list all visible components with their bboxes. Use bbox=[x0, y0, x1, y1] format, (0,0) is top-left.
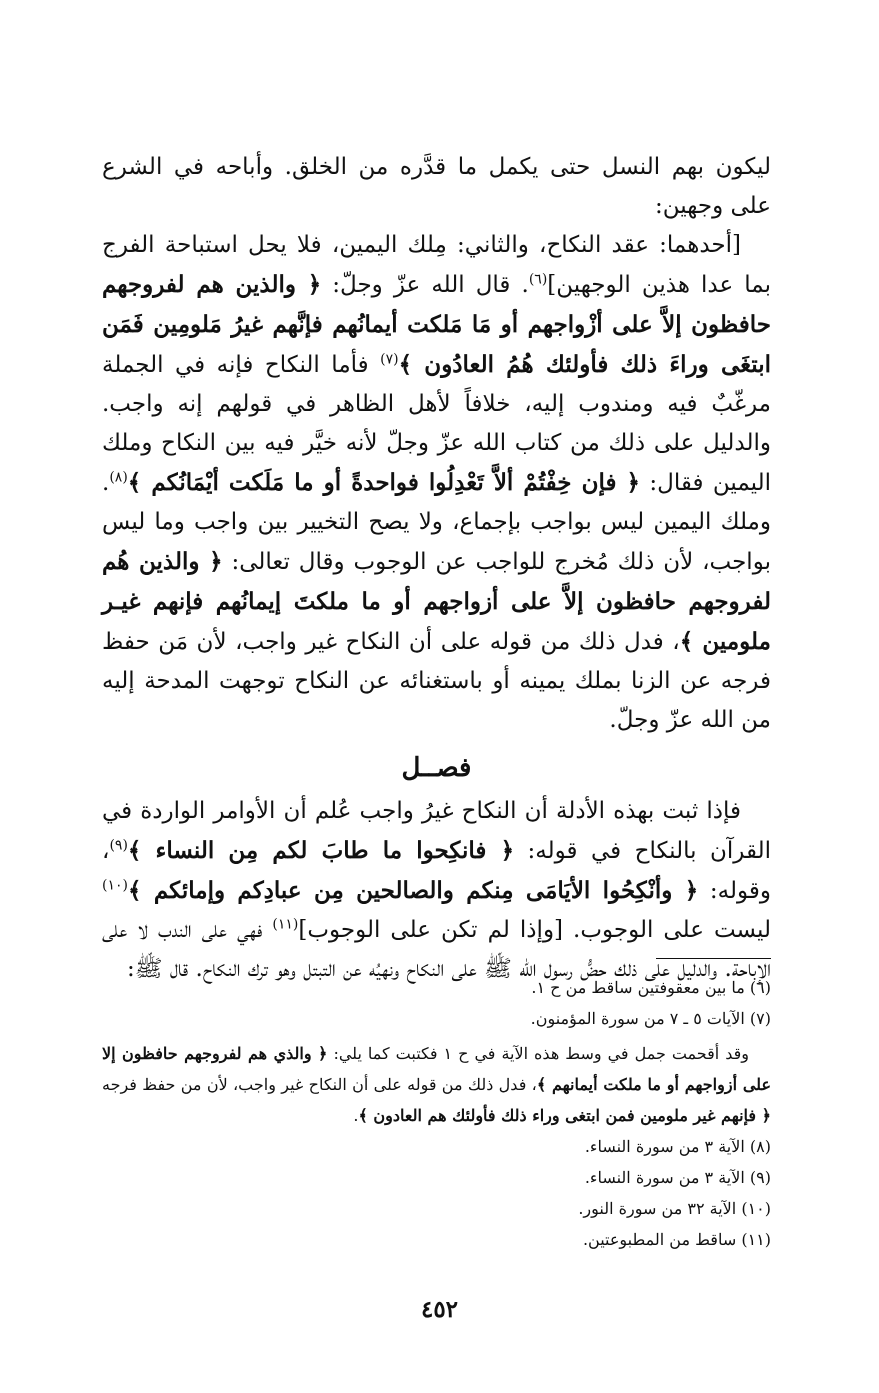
paragraph-1 bbox=[102, 148, 771, 226]
text-run: [أحدهما: عقد النكاح، والثاني: مِلك اليمين، فلا يحل استباحة الفرج بما عدا هذين الوجهين] bbox=[102, 232, 771, 298]
text-run: ، فدل ذلك من قوله على أن النكاح غير واجب، لأن من حفظ فرجه bbox=[102, 1075, 537, 1094]
footnote-ref-11[interactable]: (١١) bbox=[272, 916, 299, 933]
text-run: فإذا ثبت بهذه الأدلة أن النكاح غيرُ واجب عُلم أن الأوامر الواردة في القرآن بالنكاح في قوله: bbox=[102, 798, 772, 864]
text-run: . bbox=[353, 1106, 359, 1125]
text-run: فهي على الندب لا على الإباحة. والدليل على ذلك حضُّ رسول الله ﷺ على النكاح ونهيُه عن التبتل وهو ترك النكاح. قال ﷺ: bbox=[102, 917, 771, 982]
footnote-ref-9[interactable]: (٩) bbox=[109, 837, 128, 854]
quran-verse: ﴿ والذي هم لفروجهم حافظون إلا على أزواجهم أو ما ملكت أيمانهم ﴾ bbox=[102, 1044, 772, 1094]
footnote-7-detail bbox=[102, 1038, 771, 1131]
quran-verse: ﴿ فانكِحوا ما طابَ لكم مِن النساء ﴾ bbox=[127, 837, 515, 864]
footnote-ref-8[interactable]: (٨) bbox=[109, 469, 128, 486]
text-run: . قال الله عزّ وجلّ: bbox=[321, 272, 529, 298]
paragraph-3 bbox=[102, 792, 771, 989]
paragraph-2 bbox=[102, 226, 771, 740]
section-heading: فصــل bbox=[401, 753, 472, 783]
main-text bbox=[102, 148, 771, 989]
page-number: ٤٥٢ bbox=[420, 1296, 459, 1323]
footnote-8: (٨) الآية ٣ من سورة النساء. bbox=[584, 1137, 771, 1156]
text-run: ، فدل ذلك من قوله على أن النكاح غير واجب، لأن مَن حفظ فرجه عن الزنا بملك يمينه أو باستغنائه عن النكاح توجهت المدحة إليه من الله عزّ وجلّ. bbox=[102, 629, 771, 733]
footnote-ref-7[interactable]: (٧) bbox=[380, 351, 399, 368]
quran-verse: ﴿ فإنهم غير ملومين فمن ابتغى وراء ذلك فأولئك هم العادون ﴾ bbox=[358, 1106, 771, 1125]
quran-verse: ﴿ والذين هُم لفروجهم حافظون إلاَّ على أزواجهم أو ما ملكتَ إيمانُهم فإنهم غيـر ملومين ﴾ bbox=[102, 548, 771, 655]
footnote-9: (٩) الآية ٣ من سورة النساء. bbox=[584, 1168, 771, 1187]
text-run: وقد أقحمت جمل في وسط هذه الآية في ح ١ فكتبت كما يلي: bbox=[327, 1044, 750, 1063]
footnote-ref-10[interactable]: (١٠) bbox=[102, 877, 128, 894]
quran-verse: ﴿ فإن خِفْتُمْ ألاَّ تَعْدِلُوا فواحدةً أو ما مَلَكت أيْمَانُكم ﴾ bbox=[127, 469, 641, 496]
footnote-divider bbox=[656, 958, 771, 959]
footnotes bbox=[102, 972, 771, 1255]
quran-verse: ﴿ وأنْكِحُوا الأيَامَى مِنكم والصالحين مِن عبادِكم وإمائكم ﴾ bbox=[127, 877, 699, 904]
footnote-10: (١٠) الآية ٣٢ من سورة النور. bbox=[578, 1199, 771, 1218]
footnote-11: (١١) ساقط من المطبوعتين. bbox=[582, 1230, 771, 1249]
text-run: ليست على الوجوب. [وإذا لم تكن على الوجوب] bbox=[298, 917, 771, 943]
footnote-6: (٦) ما بين معقوفتين ساقط من ح ١. bbox=[531, 978, 771, 997]
footnote-ref-6[interactable]: (٦) bbox=[528, 271, 548, 288]
text-run: ليكون بهم النسل حتى يكمل ما قدَّره من الخلق. وأباحه في الشرع على وجهين: bbox=[102, 154, 771, 219]
footnote-7: (٧) الآيات ٥ ـ ٧ من سورة المؤمنون. bbox=[530, 1009, 771, 1028]
quran-verse: ﴿ والذين هم لفروجهم حافظون إلاَّ على أزْواجهم أو مَا مَلكت أيمانُهم فإنَّهم غيرُ مَلومِين فَمَن ابتغَى وراءَ ذلك فأولئك هُمُ العادُون ﴾ bbox=[102, 271, 771, 378]
text-run: ، وقوله: bbox=[102, 838, 771, 904]
text-run: فأما النكاح فإنه في الجملة مرغّبٌ فيه ومندوب إليه، خلافاً لأهل الظاهر في قولهم إنه واجب. والدليل على ذلك من كتاب الله عزّ وجلّ لأنه خيَّر فيه بين النكاح وملك اليمين فقال: bbox=[102, 352, 771, 496]
text-run: . وملك اليمين ليس بواجب بإجماع، ولا يصح التخيير بين واجب وما ليس بواجب، لأن ذلك مُخرج للواجب عن الوجوب وقال تعالى: bbox=[102, 470, 771, 575]
